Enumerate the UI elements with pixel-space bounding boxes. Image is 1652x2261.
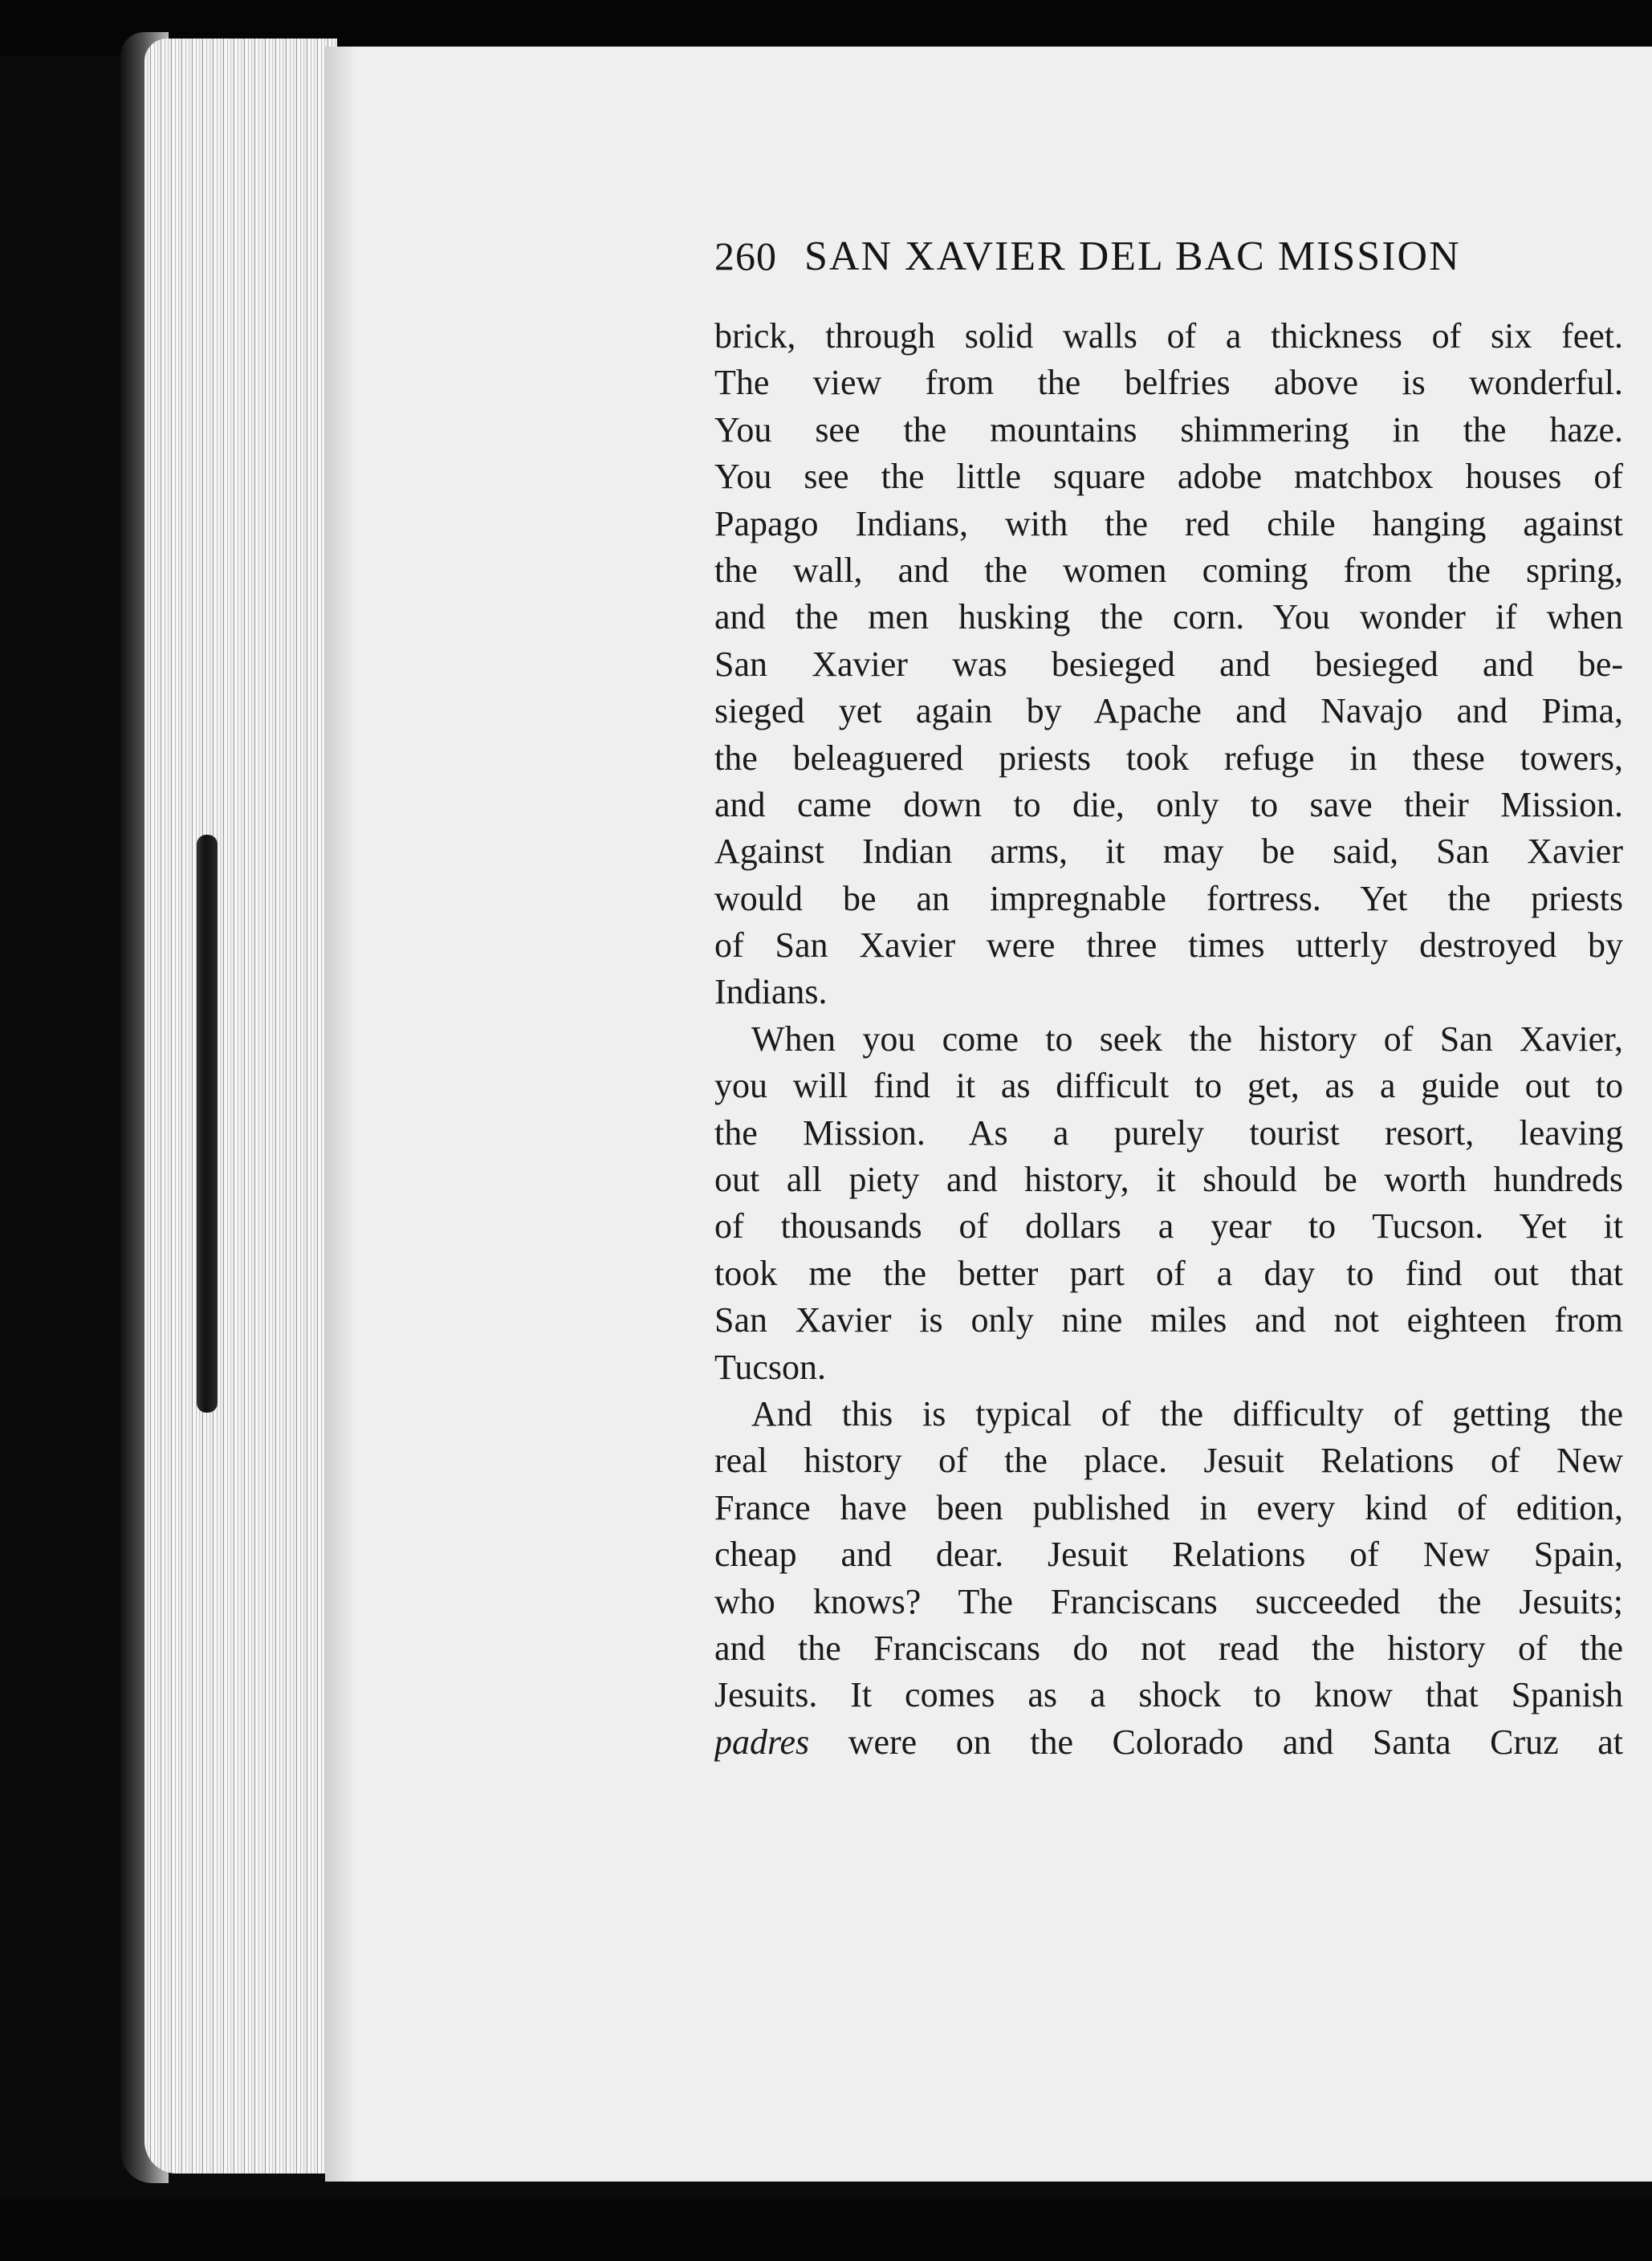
text-line: sieged yet again by Apache and Navajo and Pima, bbox=[714, 691, 1623, 731]
text-line: and the men husking the corn. You wonder if when bbox=[714, 597, 1623, 637]
text-line: You see the mountains shimmering in the haze. bbox=[714, 409, 1623, 449]
text-line: San Xavier is only nine miles and not eighteen from bbox=[714, 1300, 1623, 1340]
running-title: SAN XAVIER DEL BAC MISSION bbox=[804, 234, 1461, 279]
text-line-final bbox=[714, 1719, 1623, 1766]
text-line: Tucson. bbox=[714, 1347, 826, 1387]
running-header bbox=[714, 233, 1621, 280]
text-line: the beleaguered priests took refuge in these towers, bbox=[714, 738, 1623, 778]
text-line: of San Xavier were three times utterly destroyed by bbox=[714, 925, 1623, 966]
text-line: Papago Indians, with the red chile hanging against bbox=[714, 503, 1623, 543]
fore-edge-stain bbox=[197, 835, 218, 1413]
book-fore-edge bbox=[144, 39, 337, 2174]
text-line: who knows? The Franciscans succeeded the Jesuits; bbox=[714, 1581, 1623, 1621]
scan-bottom-border bbox=[0, 2199, 1652, 2261]
text-line: would be an impregnable fortress. Yet the priests bbox=[714, 878, 1623, 918]
text-line: real history of the place. Jesuit Relations of New bbox=[714, 1441, 1623, 1481]
italic-word: padres bbox=[714, 1722, 810, 1762]
body-text bbox=[714, 313, 1623, 1766]
text-line: Against Indian arms, it may be said, San Xavier bbox=[714, 832, 1623, 872]
text-line: Jesuits. It comes as a shock to know that Spanish bbox=[714, 1675, 1623, 1715]
text-line: France have been published in every kind of edition, bbox=[714, 1487, 1623, 1527]
text-line: brick, through solid walls of a thickness of six feet. bbox=[714, 316, 1623, 356]
text-line: you will find it as difficult to get, as a guide out to bbox=[714, 1066, 1623, 1106]
text-line: Indians. bbox=[714, 972, 828, 1012]
text-line: San Xavier was besieged and besieged and be- bbox=[714, 644, 1623, 684]
text-line: the Mission. As a purely tourist resort, leaving bbox=[714, 1112, 1623, 1153]
text-line: And this is typical of the difficulty of getting the bbox=[751, 1393, 1623, 1433]
text-line: You see the little square adobe matchbox houses of bbox=[714, 457, 1623, 497]
text-line: and the Franciscans do not read the history of the bbox=[714, 1628, 1623, 1668]
text-line: out all piety and history, it should be worth hundreds bbox=[714, 1160, 1623, 1200]
text-line-rest: were on the Colorado and Santa Cruz at bbox=[809, 1722, 1623, 1762]
text-line: took me the better part of a day to find out that bbox=[714, 1253, 1623, 1293]
text-line: the wall, and the women coming from the spring, bbox=[714, 550, 1623, 590]
text-line: and came down to die, only to save their Mission. bbox=[714, 784, 1623, 824]
text-line: The view from the belfries above is wonderful. bbox=[714, 363, 1623, 403]
page-gutter-shade bbox=[325, 47, 357, 2182]
text-line: When you come to seek the history of San Xavier, bbox=[751, 1019, 1623, 1059]
text-line: of thousands of dollars a year to Tucson. Yet it bbox=[714, 1206, 1623, 1246]
page-number: 260 bbox=[714, 234, 777, 279]
text-line: cheap and dear. Jesuit Relations of New Spain, bbox=[714, 1535, 1623, 1575]
